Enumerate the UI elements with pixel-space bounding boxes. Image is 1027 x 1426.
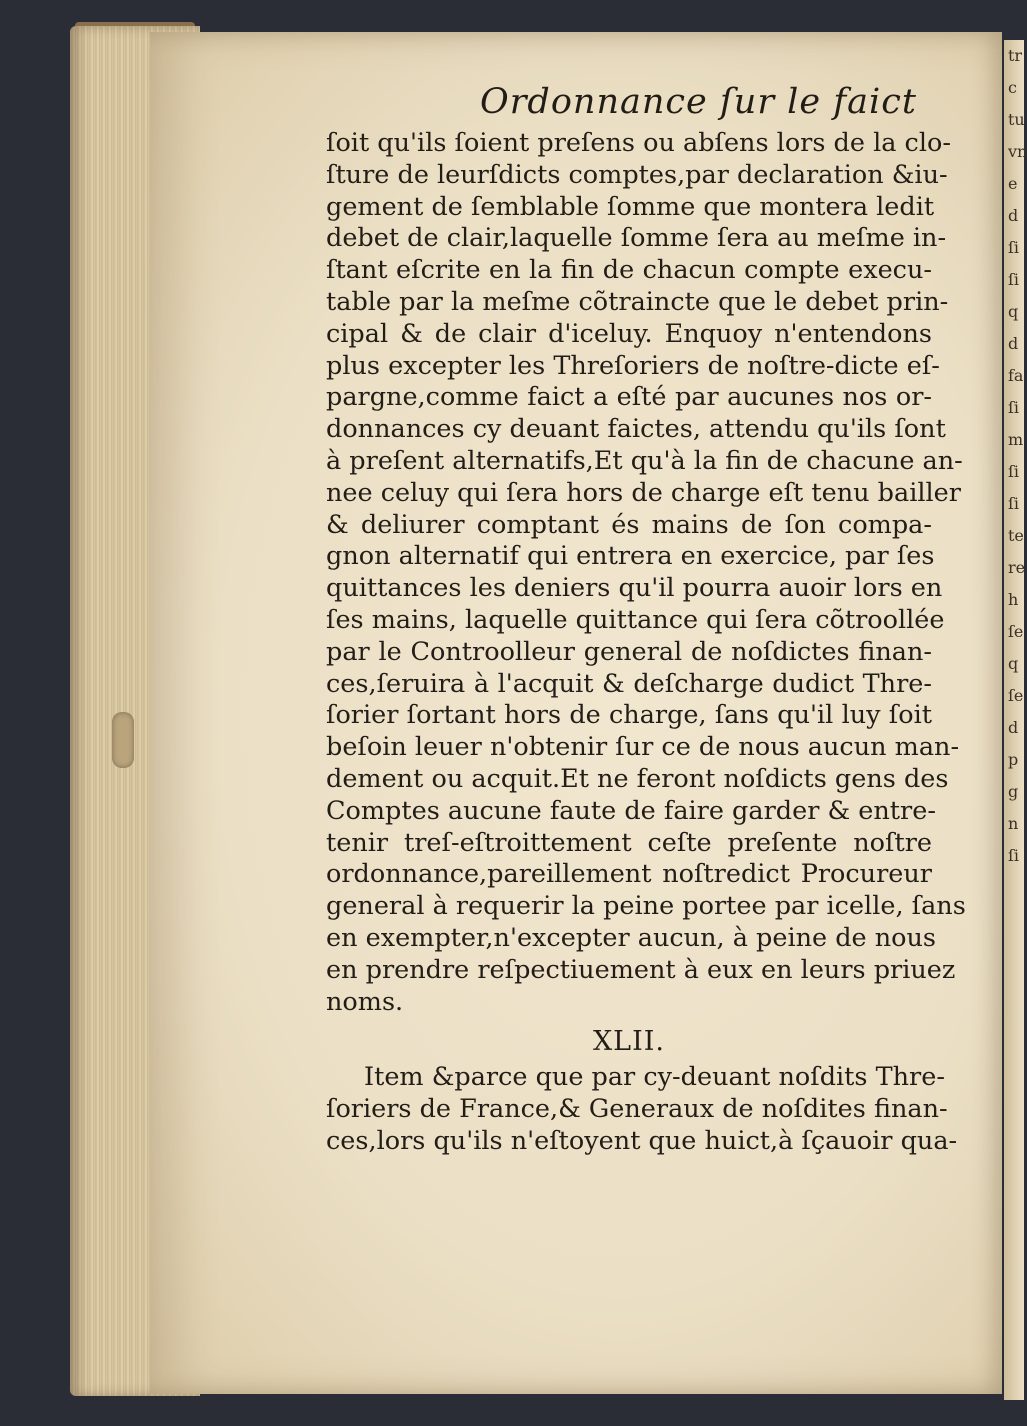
- text-line: ſtant eſcrite en la fin de chacun compte execu-: [326, 255, 932, 286]
- text-line: beſoin leuer n'obtenir ſur ce de nous aucun man-: [326, 732, 960, 763]
- section-heading: XLII.: [592, 1026, 666, 1058]
- text-line: en prendre reſpectiuement à eux en leurs priuez: [326, 954, 956, 985]
- facing-page-fragment: ſi: [1008, 398, 1020, 417]
- text-line: ſture de leurſdicts comptes,par declaration &iu-: [326, 159, 948, 190]
- facing-page-fragment: p: [1008, 750, 1019, 769]
- page-body: [326, 128, 966, 1158]
- facing-page-fragment: re: [1008, 558, 1026, 577]
- facing-page-fragment: ſi: [1008, 270, 1020, 289]
- text-line: general à requerir la peine portee par icelle, ſans: [326, 891, 966, 922]
- facing-page-fragment: q: [1008, 302, 1019, 321]
- facing-page-fragment: d: [1008, 718, 1019, 737]
- text-line: ſorier ſortant hors de charge, ſans qu'il luy ſoit: [326, 700, 932, 731]
- text-line: table par la meſme cõtraincte que le debet prin-: [326, 286, 949, 317]
- facing-page-fragment: g: [1008, 782, 1019, 801]
- text-line: nee celuy qui ſera hors de charge eſt tenu bailler: [326, 477, 961, 508]
- facing-page-fragment: tu: [1008, 110, 1025, 129]
- text-line: en exempter,n'excepter aucun, à peine de nous: [326, 922, 937, 953]
- text-line: ces,lors qu'ils n'eſtoyent que huict,à ſçauoir qua-: [326, 1125, 958, 1156]
- text-line: donnances cy deuant faictes, attendu qu'ils ſont: [326, 414, 946, 445]
- facing-page-fragment: d: [1008, 334, 1019, 353]
- paragraph-2: [326, 1062, 958, 1157]
- running-head: Ordonnance ſur le faict: [480, 82, 917, 122]
- facing-page-fragment: n: [1008, 814, 1019, 833]
- text-line: à preſent alternatifs,Et qu'à la fin de chacune an-: [326, 445, 963, 476]
- text-line: Item &parce que par cy-deuant noſdits Thre-: [364, 1062, 945, 1093]
- facing-page-fragment: d: [1008, 206, 1019, 225]
- text-line: dement ou acquit.Et ne feront noſdicts gens des: [326, 763, 949, 794]
- facing-page-fragment: h: [1008, 590, 1019, 609]
- facing-page-fragment: fa: [1008, 366, 1024, 385]
- text-line: cipal & de clair d'iceluy. Enquoy n'entendons: [326, 318, 932, 349]
- text-line: plus excepter les Threſoriers de noſtre-dicte eſ-: [326, 350, 940, 381]
- paragraph-1: [326, 128, 966, 1018]
- text-line: gement de ſemblable ſomme que montera ledit: [326, 191, 935, 222]
- facing-page-fragment: vn: [1008, 142, 1027, 161]
- text-line: par le Controolleur general de noſdictes finan-: [326, 636, 932, 667]
- text-line: ſoriers de France,& Generaux de noſdites finan-: [326, 1094, 948, 1125]
- facing-page-fragment: ſe: [1008, 622, 1024, 641]
- text-line: ces,ſeruira à l'acquit & deſcharge dudict Thre-: [326, 668, 932, 699]
- facing-page-fragment: m: [1008, 430, 1024, 449]
- facing-page-fragment: ſe: [1008, 686, 1024, 705]
- facing-page-fragment: tr: [1008, 46, 1023, 65]
- text-line: pargne,comme faict a eſté par aucunes nos or-: [326, 382, 932, 413]
- facing-page-edge: [1004, 40, 1027, 1400]
- facing-page-fragment: te: [1008, 526, 1024, 545]
- facing-page-fragment: ſi: [1008, 846, 1020, 865]
- text-line: debet de clair,laquelle ſomme ſera au meſme in-: [326, 223, 947, 254]
- text-line: ſoit qu'ils ſoient preſens ou abſens lors de la clo-: [326, 128, 951, 158]
- facing-page-fragment: q: [1008, 654, 1019, 673]
- text-line: & deliurer comptant és mains de ſon compa-: [326, 509, 932, 540]
- text-line: tenir treſ-eſtroittement ceſte preſente noſtre: [326, 827, 932, 858]
- binding-clasp: [112, 712, 134, 768]
- facing-page-fragment: ſi: [1008, 494, 1020, 513]
- facing-page-fragment: c: [1008, 78, 1017, 97]
- facing-page-fragment: ſi: [1008, 238, 1020, 257]
- text-line: ſes mains, laquelle quittance qui ſera cõtroollée: [326, 604, 945, 635]
- text-line: noms.: [326, 986, 404, 1017]
- facing-page-fragment: e: [1008, 174, 1018, 193]
- text-line: Comptes aucune faute de faire garder & entre-: [326, 795, 936, 826]
- text-line: ordonnance,pareillement noſtredict Procureur: [326, 859, 932, 890]
- text-line: gnon alternatif qui entrera en exercice, par ſes: [326, 541, 935, 572]
- text-line: quittances les deniers qu'il pourra auoir lors en: [326, 573, 943, 604]
- facing-page-fragment: ſi: [1008, 462, 1020, 481]
